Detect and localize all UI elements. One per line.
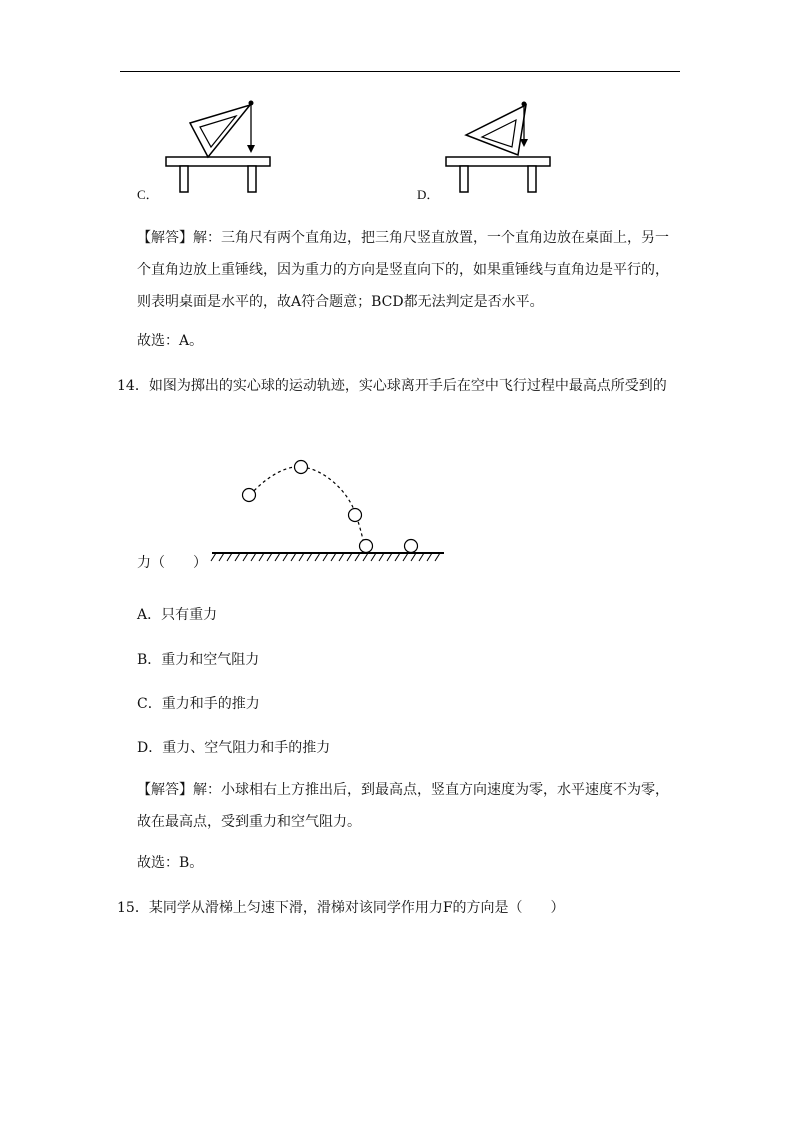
header-rule	[120, 71, 680, 72]
q14-option-b: B．重力和空气阻力	[137, 652, 260, 668]
figure-d-label: D．	[417, 187, 440, 202]
q13-answer-line-3: 则表明桌面是水平的，故A符合题意；BCD都无法判定是否水平。	[137, 294, 544, 310]
q14-stem-tail: 力（ ）	[137, 555, 207, 571]
q15-stem: 15．某同学从滑梯上匀速下滑，滑梯对该同学作用力F的方向是（ ）	[117, 900, 565, 916]
figure-option-d	[440, 95, 560, 195]
q14-option-d: D．重力、空气阻力和手的推力	[137, 740, 331, 756]
q14-answer-line-1: 【解答】解：小球相右上方推出后，到最高点，竖直方向速度为零，水平速度不为零，	[137, 782, 669, 798]
q14-trajectory-figure	[208, 455, 448, 567]
q13-answer-line-2: 个直角边放上重锤线，因为重力的方向是竖直向下的，如果重锤线与直角边是平行的，	[137, 262, 669, 278]
q13-answer-line-1: 【解答】解：三角尺有两个直角边，把三角尺竖直放置，一个直角边放在桌面上，另一	[137, 230, 669, 246]
figure-c-label: C．	[137, 187, 159, 202]
q14-option-a: A．只有重力	[137, 607, 218, 623]
figure-option-c	[160, 95, 280, 195]
q14-choice: 故选：B。	[137, 855, 204, 871]
q14-stem: 14．如图为掷出的实心球的运动轨迹，实心球离开手后在空中飞行过程中最高点所受到的	[117, 378, 667, 394]
q14-option-c: C．重力和手的推力	[137, 696, 260, 712]
q14-answer-line-2: 故在最高点，受到重力和空气阻力。	[137, 814, 361, 830]
q13-choice: 故选：A。	[137, 333, 204, 349]
